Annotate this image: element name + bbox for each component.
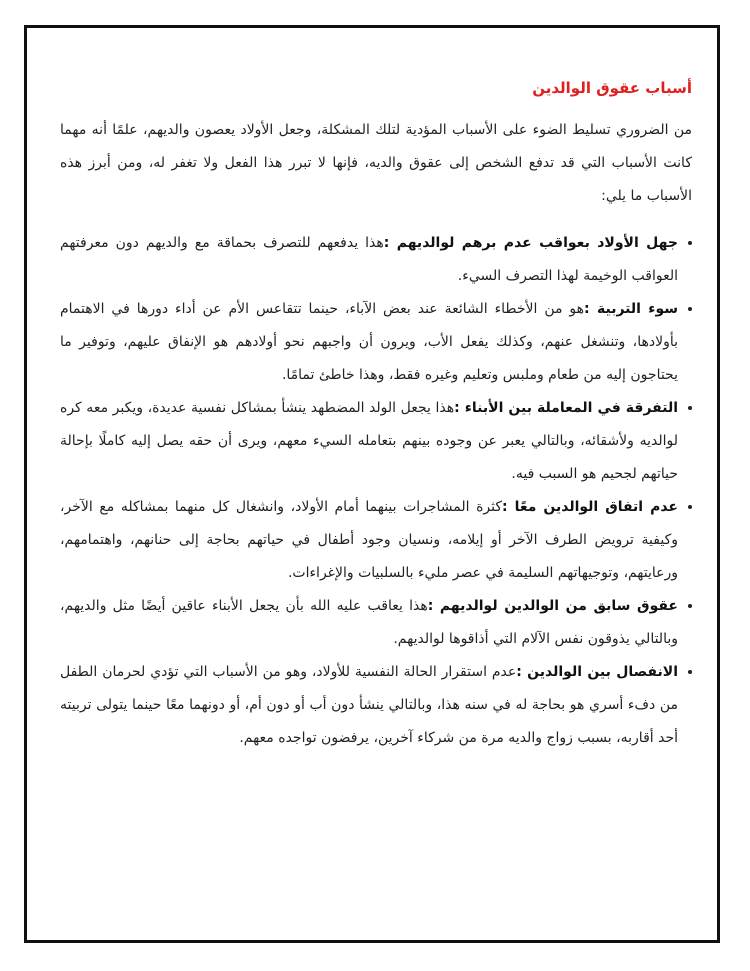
list-item — [60, 491, 692, 590]
intro-paragraph: من الضروري تسليط الضوء على الأسباب المؤدية لتلك المشكلة، وجعل الأولاد يعصون والديهم، علمًا أنه مهما كانت الأسباب التي قد تدفع الشخص إلى عقوق والديه، فإنها لا تبرر هذا الفعل ولا تغفر له، ومن أبرز هذه الأسباب ما يلي: — [60, 122, 692, 204]
cause-term: سوء التربية : — [584, 301, 678, 317]
cause-text: هذا يدفعهم للتصرف بحماقة مع والديهم دون معرفتهم العواقب الوخيمة لهذا التصرف السيء. — [60, 235, 678, 284]
cause-term: عدم اتفاق الوالدين معًا : — [502, 499, 678, 515]
list-item — [60, 227, 692, 293]
list-item — [60, 656, 692, 755]
document-title: أسباب عقوق الوالدين — [532, 79, 692, 97]
cause-text: هو من الأخطاء الشائعة عند بعض الآباء، حينما تتقاعس الأم عن أداء دورها في الاهتمام بأولادها، وتنشغل عنهم، وكذلك يفعل الأب، ويرون أن واجبهم نحو أولادهم هو الإنفاق عليهم، وتوفير ما يحتاجون إليه من طعام وملبس وتعليم وغيره فقط، وهذا خاطئ تمامًا. — [60, 301, 678, 383]
cause-text: كثرة المشاجرات بينهما أمام الأولاد، وانشغال كل منهما بمشاكله مع الآخر، وكيفية ترويض الطرف الآخر أو إيلامه، ونسيان وجود أطفال في حياتهم بحاجة إلى حنانهم، واهتمامهم، ورعايتهم، وتوجيهاتهم السليمة في عصر مليء بالسلبيات والإغراءات. — [60, 499, 678, 581]
document-body — [60, 70, 692, 755]
list-item — [60, 590, 692, 656]
cause-term: عقوق سابق من الوالدين لوالديهم : — [427, 598, 678, 614]
cause-term: الانفصال بين الوالدين : — [516, 664, 678, 680]
cause-term: التفرقة في المعاملة بين الأبناء : — [454, 400, 678, 416]
causes-list — [60, 227, 692, 755]
list-item — [60, 392, 692, 491]
cause-term: جهل الأولاد بعواقب عدم برهم لوالديهم : — [383, 235, 678, 251]
list-item — [60, 293, 692, 392]
cause-text: هذا يعاقب عليه الله بأن يجعل الأبناء عاقين أيضًا مثل والديهم، وبالتالي يذوقون نفس الآلام التي أذاقوها لوالديهم. — [60, 598, 678, 647]
cause-text: عدم استقرار الحالة النفسية للأولاد، وهو من الأسباب التي تؤدي لحرمان الطفل من دفء أسري هو بحاجة له في سنه هذا، وبالتالي ينشأ دون أب أو دون أم، أو دونهما معًا حينما يتولى تربيته أحد أقاربه، بسبب زواج والديه مرة من شركاء آخرين، يرفضون تواجده معهم. — [60, 664, 678, 746]
cause-text: هذا يجعل الولد المضطهد ينشأ بمشاكل نفسية عديدة، ويكبر معه كره لوالديه ولأشقائه، وبالتالي يعبر عن وجوده بينهم بتعامله السيء معهم، ويرى أن حقه يصل إليه كاملًا بإحالة حياتهم لجحيم هو السبب فيه. — [60, 400, 678, 482]
